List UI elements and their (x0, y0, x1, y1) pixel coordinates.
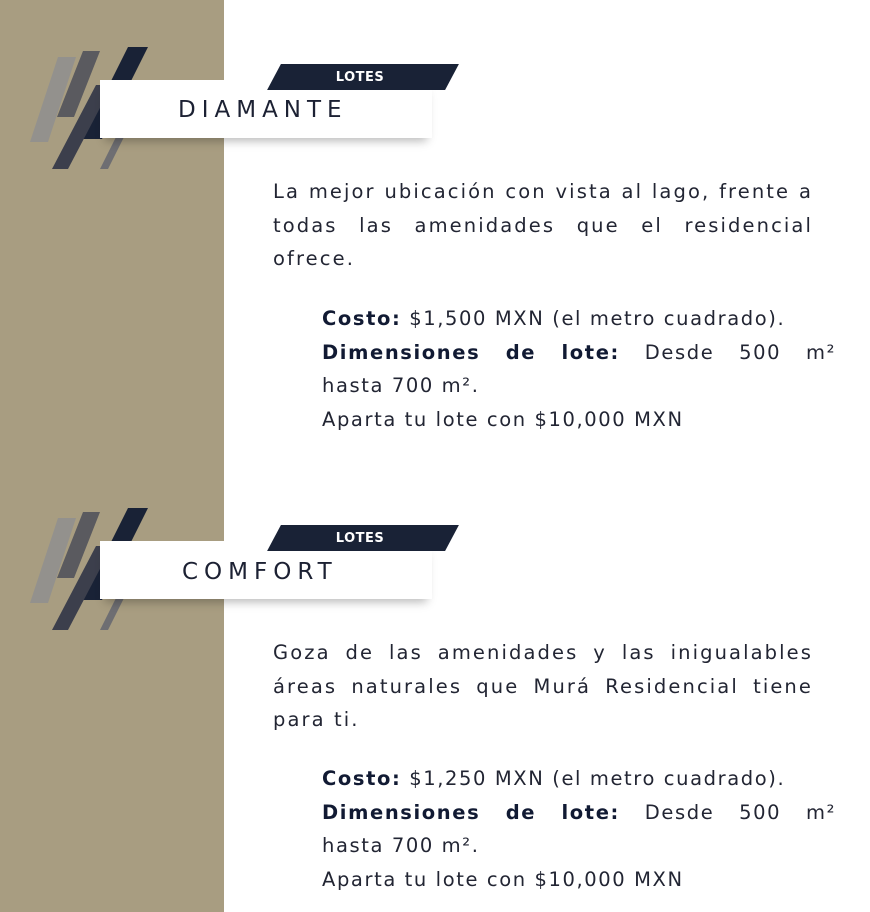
cost-value: $1,500 MXN (el metro cuadrado). (401, 307, 786, 330)
dimensions-value: Desde 500 m² (619, 340, 836, 364)
dimensions-line (322, 796, 836, 830)
tag-label: LOTES (335, 531, 385, 546)
lot-title: DIAMANTE (178, 97, 348, 123)
cost-value: $1,250 MXN (el metro cuadrado). (401, 767, 786, 790)
reserve-line: Aparta tu lote con $10,000 MXN (322, 407, 684, 431)
dimensions-label: Dimensiones de lote: (322, 800, 620, 824)
cost-label: Costo: (322, 767, 402, 790)
cost-label: Costo: (322, 307, 402, 330)
lot-description: Goza de las amenidades y las inigualables áreas naturales que Murá Residencial tiene para ti. (273, 641, 813, 731)
lot-details (322, 762, 836, 896)
dimensions-value: Desde 500 m² (619, 800, 836, 824)
lot-title: COMFORT (182, 559, 338, 585)
dimensions-continued: hasta 700 m². (322, 374, 480, 397)
dimensions-label: Dimensiones de lote: (322, 340, 620, 364)
cost-line (322, 762, 836, 796)
cost-line (322, 302, 836, 336)
dimensions-line (322, 336, 836, 370)
lot-details (322, 302, 836, 436)
dimensions-continued: hasta 700 m². (322, 834, 480, 857)
tag-label: LOTES (335, 70, 385, 85)
lot-description: La mejor ubicación con vista al lago, frente a todas las amenidades que el residencial ofrece. (273, 180, 813, 270)
reserve-line: Aparta tu lote con $10,000 MXN (322, 867, 684, 891)
